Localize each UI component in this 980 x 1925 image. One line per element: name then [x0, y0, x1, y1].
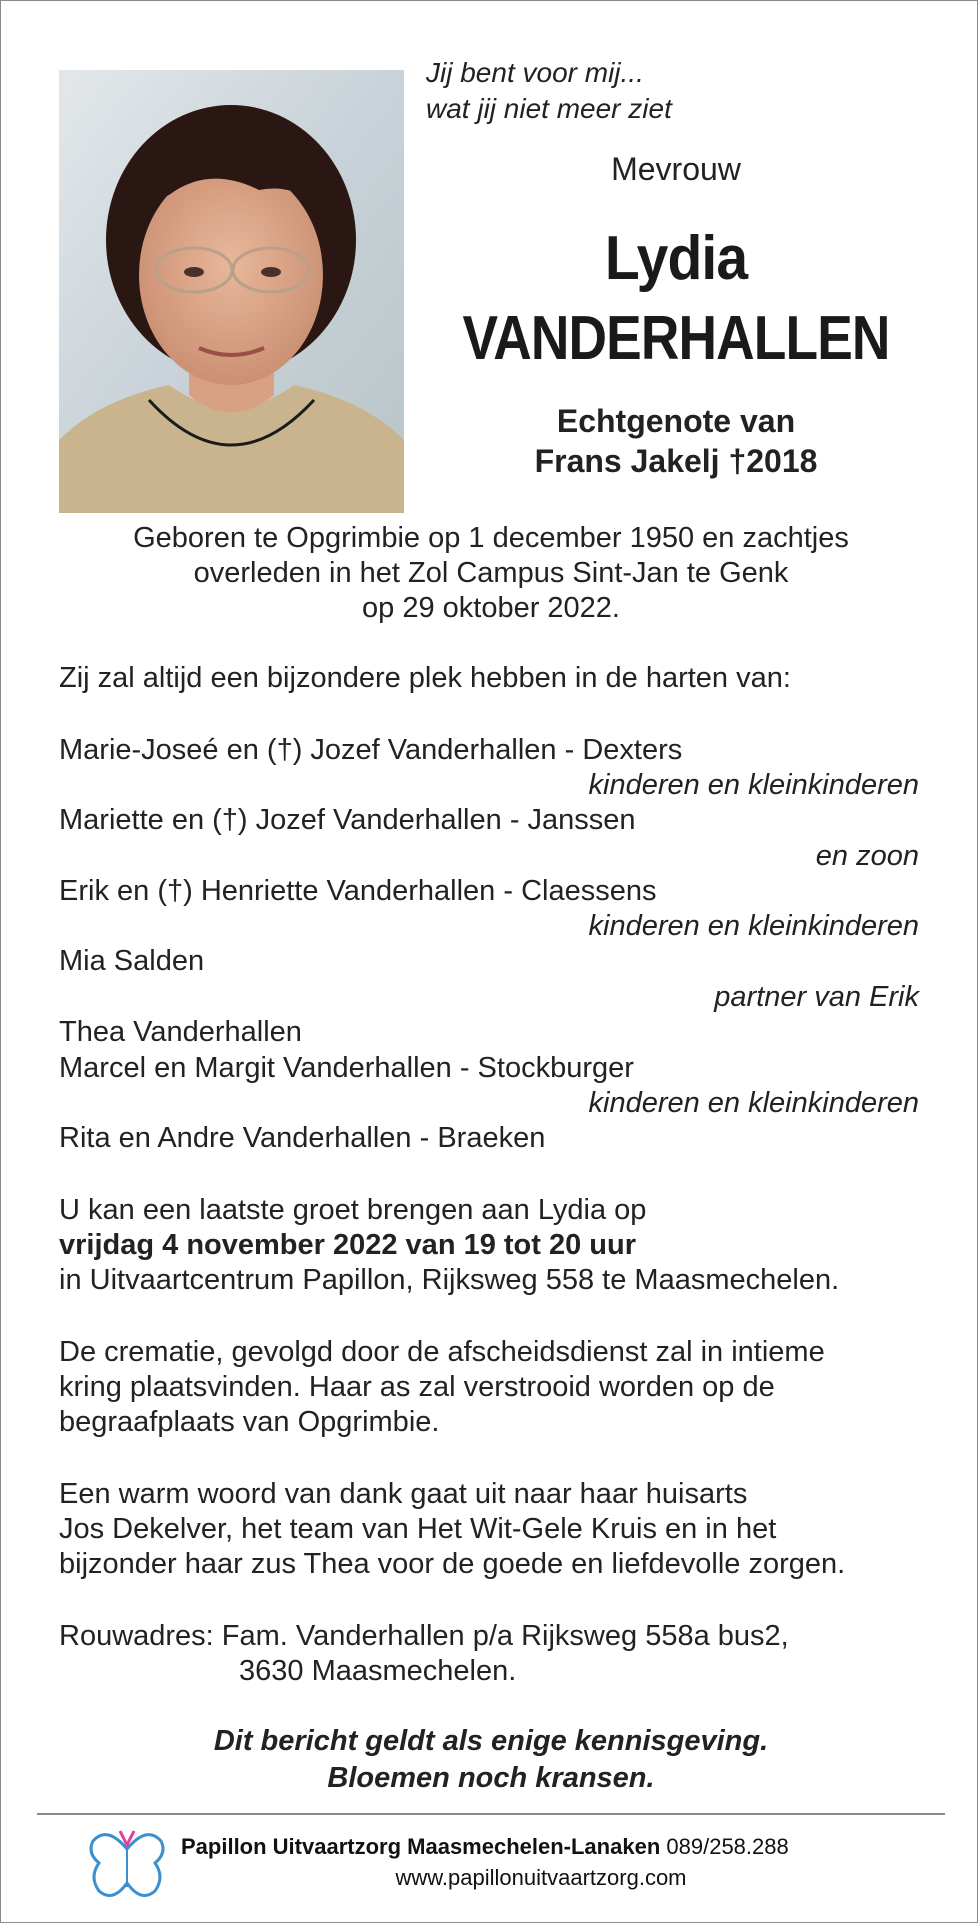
cremation-line-3: begraafplaats van Opgrimbie.: [59, 1406, 440, 1438]
spouse-line-2: Frans Jakelj †2018: [534, 443, 818, 479]
funeral-company-website[interactable]: www.papillonuitvaartzorg.com: [395, 1865, 687, 1890]
motto: [426, 55, 672, 127]
visit-info: [59, 1193, 923, 1298]
thanks-line-1: Een warm woord van dank gaat uit naar haar huisarts: [59, 1478, 748, 1510]
relative-relation: en zoon: [815, 840, 919, 872]
motto-line-1: Jij bent voor mij...: [426, 57, 644, 88]
relative-name: Marcel en Margit Vanderhallen - Stockburger: [59, 1052, 634, 1084]
relative-name: Thea Vanderhallen: [59, 1016, 302, 1048]
birth-death-line-2: overleden in het Zol Campus Sint-Jan te Genk: [193, 557, 789, 589]
address-line-1: Rouwadres: Fam. Vanderhallen p/a Rijksweg 558a bus2,: [59, 1620, 789, 1652]
thanks-info: [59, 1477, 923, 1582]
relative-relation: kinderen en kleinkinderen: [588, 910, 919, 942]
cremation-line-2: kring plaatsvinden. Haar as zal verstrooid worden op de: [59, 1371, 775, 1403]
mourning-address: [59, 1619, 923, 1689]
relative-name: Marie-Joseé en (†) Jozef Vanderhallen - Dexters: [59, 734, 683, 766]
closing-line-2: Bloemen noch kransen.: [327, 1762, 655, 1794]
relative-name: Mia Salden: [59, 945, 205, 977]
birth-death-line-3: op 29 oktober 2022.: [362, 592, 620, 624]
motto-line-2: wat jij niet meer ziet: [426, 93, 672, 124]
visit-location: in Uitvaartcentrum Papillon, Rijksweg 558 te Maasmechelen.: [59, 1264, 840, 1296]
relatives-intro: Zij zal altijd een bijzondere plek hebben in de harten van:: [59, 662, 791, 694]
birth-death-line-1: Geboren te Opgrimbie op 1 december 1950 en zachtjes: [133, 522, 849, 554]
relative-relation: partner van Erik: [714, 981, 919, 1013]
portrait-photo: [59, 70, 404, 513]
relative-relation: kinderen en kleinkinderen: [588, 769, 919, 801]
salutation: Mevrouw: [611, 151, 741, 187]
thanks-line-3: bijzonder haar zus Thea voor de goede en liefdevolle zorgen.: [59, 1548, 846, 1580]
spouse-line-1: Echtgenote van: [556, 403, 796, 439]
visit-line-1: U kan een laatste groet brengen aan Lydia op: [59, 1194, 647, 1226]
first-name: Lydia: [604, 224, 748, 293]
closing-notice: [59, 1723, 923, 1797]
closing-line-1: Dit bericht geldt als enige kennisgeving.: [213, 1725, 769, 1757]
relative-relation: kinderen en kleinkinderen: [588, 1087, 919, 1119]
address-line-2: 3630 Maasmechelen.: [239, 1655, 517, 1687]
funeral-company-name: Papillon Uitvaartzorg Maasmechelen-Lanaken: [181, 1834, 661, 1859]
cremation-line-1: De crematie, gevolgd door de afscheidsdienst zal in intieme: [59, 1336, 825, 1368]
visit-datetime: vrijdag 4 november 2022 van 19 tot 20 uur: [59, 1229, 637, 1261]
funeral-company-phone: 089/258.288: [666, 1834, 789, 1859]
last-name: VANDERHALLEN: [462, 304, 890, 373]
cremation-info: [59, 1335, 923, 1440]
birth-death-info: [59, 521, 923, 626]
spouse-info: [411, 401, 941, 481]
relative-name: Mariette en (†) Jozef Vanderhallen - Janssen: [59, 804, 636, 836]
thanks-line-2: Jos Dekelver, het team van Het Wit-Gele Kruis en in het: [59, 1513, 777, 1545]
footer-divider: [37, 1813, 945, 1815]
relative-name: Erik en (†) Henriette Vanderhallen - Claessens: [59, 875, 657, 907]
butterfly-icon: [87, 1827, 167, 1903]
footer-company-line: [181, 1834, 789, 1860]
relative-name: Rita en Andre Vanderhallen - Braeken: [59, 1122, 546, 1154]
